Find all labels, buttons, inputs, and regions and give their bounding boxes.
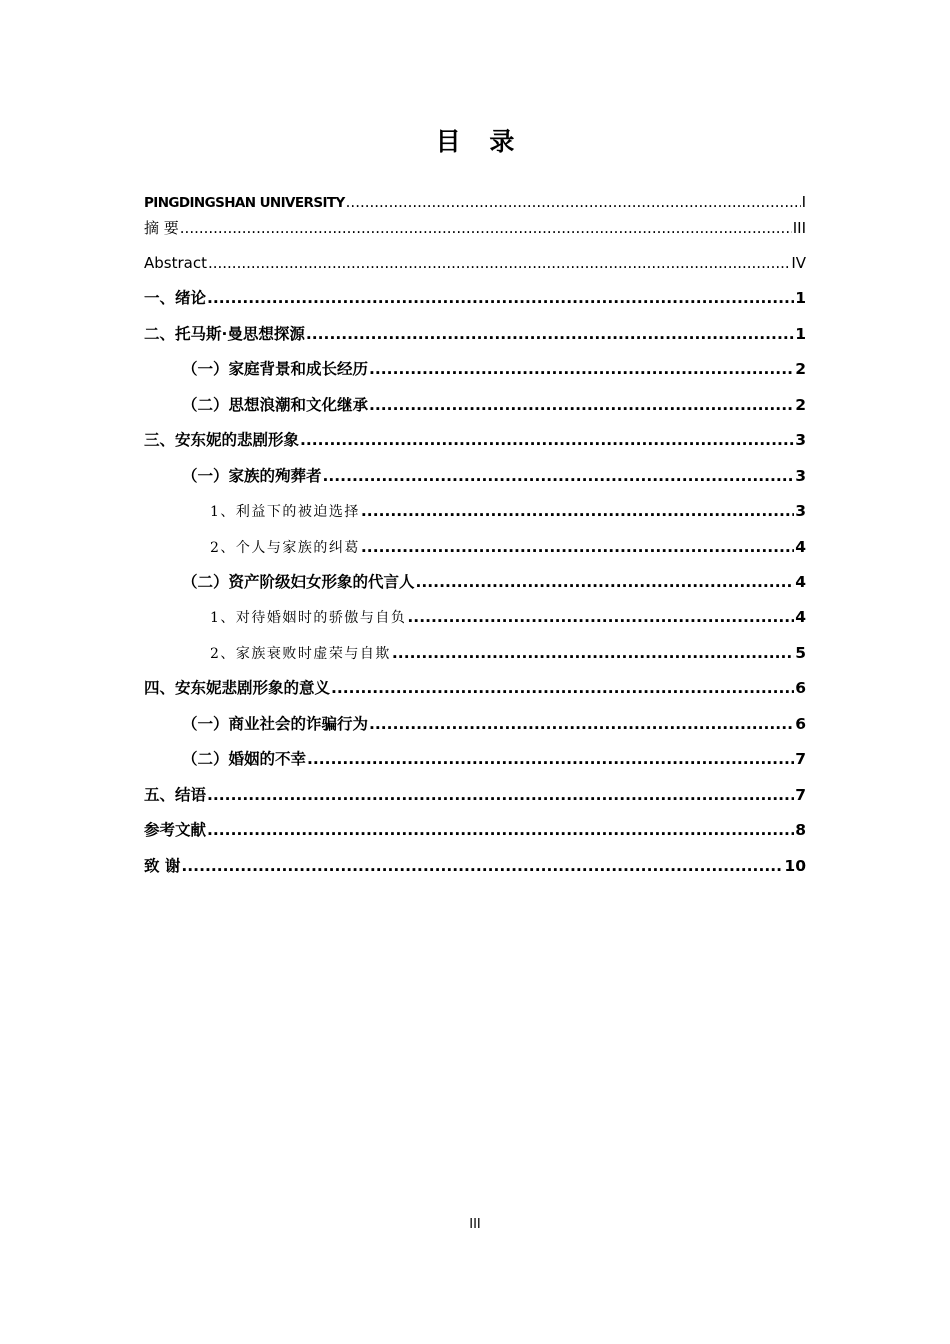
toc-page-number: 2 [795,360,806,378]
toc-leader-dots [331,673,794,703]
toc-page-number: 1 [795,289,806,307]
toc-page-number: 10 [784,857,806,875]
toc-entry-references[interactable] [144,815,806,845]
toc-entry-label: 2、家族衰败时虚荣与自欺 [210,646,391,662]
toc-leader-dots [323,461,795,491]
toc-page-number: IV [791,254,806,272]
toc-entry-acknowledgements[interactable] [144,851,806,881]
toc-entry-label: （二）资产阶级妇女形象的代言人 [182,573,415,591]
toc-entry-label: （二）婚姻的不幸 [182,750,307,768]
toc-page-number: 7 [795,750,806,768]
toc-page-number: 1 [795,325,806,343]
toc-entry-label: 五、结语 [144,786,207,804]
toc-entry-subsection-3-2-1[interactable] [210,602,806,632]
toc-entry-label: PINGDINGSHAN UNIVERSITY [144,195,345,211]
toc-entry-subsection-3-2-2[interactable] [210,638,806,668]
toc-page-number: 4 [795,573,806,591]
toc-page-number: 2 [795,396,806,414]
toc-entry-subsection-3-1-2[interactable] [210,532,806,562]
toc-entry-label: 二、托马斯·曼思想探源 [144,325,305,343]
toc-entry-label: （一）家庭背景和成长经历 [182,360,369,378]
toc-entry-label: （一）商业社会的诈骗行为 [182,715,369,733]
toc-page-number: 3 [795,431,806,449]
toc-leader-dots [181,851,783,881]
toc-page-number: 6 [795,715,806,733]
toc-entry-abstract-cn[interactable] [144,213,806,243]
toc-page-number: 3 [795,502,806,520]
toc-entry-label: 2、个人与家族的纠葛 [210,540,360,556]
toc-leader-dots [369,390,794,420]
toc-leader-dots [416,567,795,597]
toc-page-number: 6 [795,679,806,697]
toc-entry-abstract-en[interactable] [144,248,806,278]
toc-entry-conclusion[interactable] [144,780,806,810]
toc-entry-subsection-3-1-1[interactable] [210,496,806,526]
toc-entry-label: 1、对待婚姻时的骄傲与自负 [210,610,407,626]
page-title: 目 录 [435,127,525,156]
toc-page-number: 5 [795,644,806,662]
toc-entry-label: 1、利益下的被迫选择 [210,504,360,520]
toc-entry-section-4-1[interactable] [182,709,806,739]
toc-leader-dots [306,319,794,349]
toc-entry-introduction[interactable] [144,283,806,313]
toc-entry-section-4-2[interactable] [182,744,806,774]
toc-leader-dots [207,283,794,313]
toc-entry-label: 三、安东妮的悲剧形象 [144,431,300,449]
toc-entry-chapter-3[interactable] [144,425,806,455]
toc-entry-section-2-2[interactable] [182,390,806,420]
toc-page-number: I [801,193,806,211]
toc-leader-dots [207,780,794,810]
toc-leader-dots [208,248,790,278]
toc-page-number: 8 [795,821,806,839]
toc-page-number: 7 [795,786,806,804]
toc-entry-section-2-1[interactable] [182,354,806,384]
toc-leader-dots [369,709,794,739]
toc-leader-dots [361,496,794,526]
toc-entry-label: 参考文献 [144,821,207,839]
toc-entry-label: （二）思想浪潮和文化继承 [182,396,369,414]
toc-entry-label: （一）家族的殉葬者 [182,467,322,485]
toc-leader-dots [392,638,794,668]
toc-leader-dots [369,354,794,384]
toc-page-number: III [792,219,806,237]
toc-page-number: 3 [795,467,806,485]
toc-entry-label: Abstract [144,254,207,272]
toc-entry-section-3-1[interactable] [182,461,806,491]
toc-entry-label: 四、安东妮悲剧形象的意义 [144,679,331,697]
toc-entry-label: 摘 要 [144,219,179,237]
toc-entry-label: 致 谢 [144,857,181,875]
toc-page-number: 4 [795,608,806,626]
toc-entry-chapter-4[interactable] [144,673,806,703]
toc-page-number: 4 [795,538,806,556]
toc-leader-dots [361,532,794,562]
toc-leader-dots [407,602,794,632]
toc-entry-section-3-2[interactable] [182,567,806,597]
footer-page-number: III [469,1217,481,1232]
toc-entry-label: 一、绪论 [144,289,207,307]
toc-entry-chapter-2[interactable] [144,319,806,349]
toc-leader-dots [180,213,792,243]
toc-leader-dots [207,815,794,845]
toc-leader-dots [300,425,794,455]
toc-leader-dots [307,744,794,774]
